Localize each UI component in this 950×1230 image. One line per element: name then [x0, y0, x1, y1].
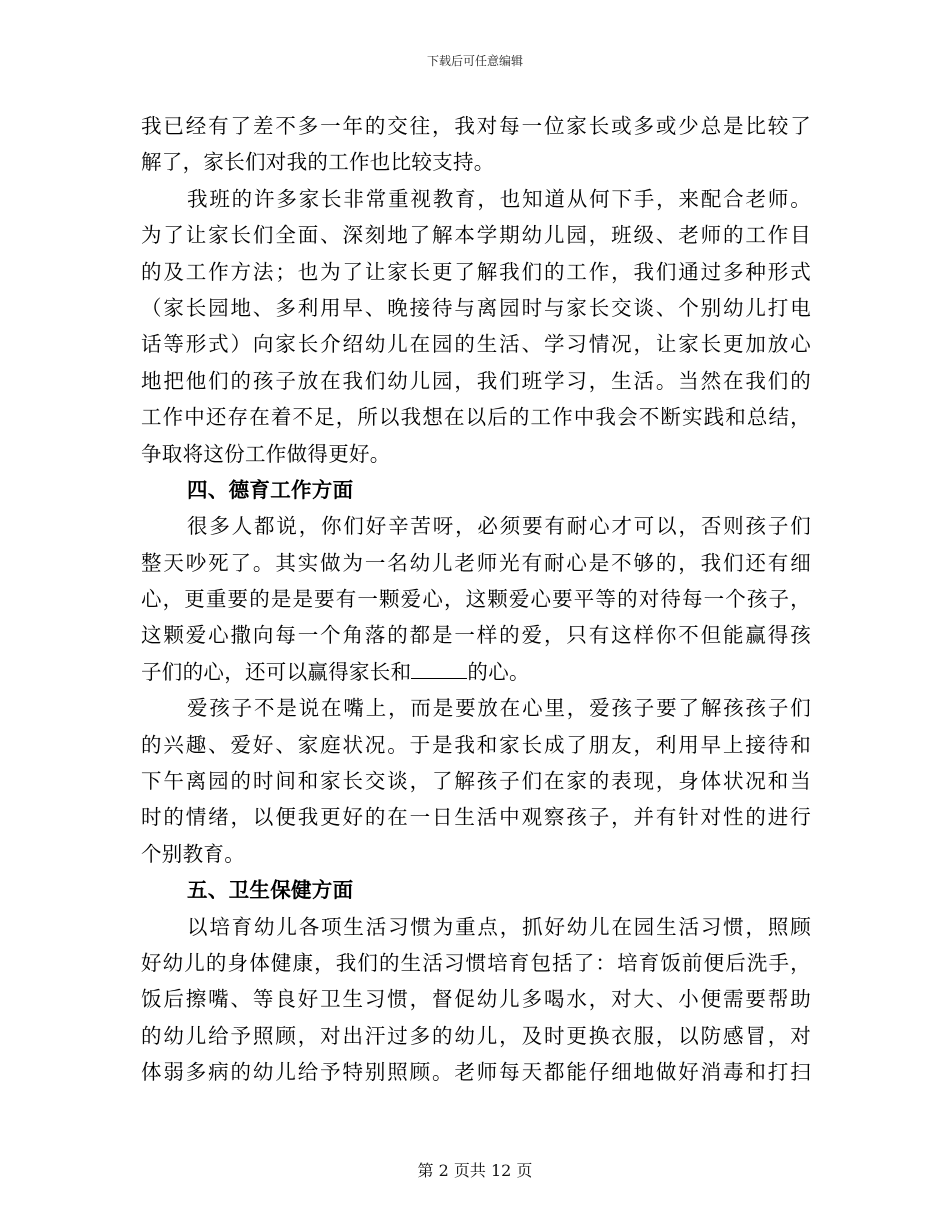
paragraph-line: 工作中还存在着不足，所以我想在以后的工作中我会不断实践和总结， — [141, 405, 811, 430]
paragraph-line: 为了让家长们全面、深刻地了解本学期幼儿园，班级、老师的工作目 — [141, 223, 811, 248]
paragraph-line: 爱孩子不是说在嘴上，而是要放在心里，爱孩子要了解孩孩子们 — [187, 696, 811, 721]
paragraph-line: 下午离园的时间和家长交谈，了解孩子们在家的表现，身体状况和当 — [141, 769, 811, 794]
paragraph-line: 的幼儿给予照顾，对出汗过多的幼儿，及时更换衣服，以防感冒，对 — [141, 1023, 811, 1048]
page-number: 第 2 页共 12 页 — [417, 1161, 533, 1180]
paragraph-line: 的及工作方法；也为了让家长更了解我们的工作，我们通过多种形式 — [141, 259, 811, 284]
paragraph-line: 的兴趣、爱好、家庭状况。于是我和家长成了朋友，利用早上接待和 — [141, 732, 811, 757]
section-heading-health-care: 五、卫生保健方面 — [187, 878, 354, 903]
paragraph-line: （家长园地、多利用早、晚接待与离园时与家长交谈、个别幼儿打电 — [141, 295, 811, 320]
paragraph-line: 我已经有了差不多一年的交往，我对每一位家长或多或少总是比较了 — [141, 114, 811, 138]
paragraph-line: 以培育幼儿各项生活习惯为重点，抓好幼儿在园生活习惯，照顾 — [187, 914, 811, 939]
paragraph-line-with-blank — [141, 654, 811, 690]
paragraph-line: 话等形式）向家长介绍幼儿在园的生活、学习情况，让家长更加放心 — [141, 332, 811, 357]
paragraph-line: 解了，家长们对我的工作也比较支持。 — [141, 150, 495, 175]
paragraph-line: 心，更重要的是是要有一颗爱心，这颗爱心要平等的对待每一个孩子， — [141, 587, 811, 612]
paragraph-line: 饭后擦嘴、等良好卫生习惯，督促幼儿多喝水，对大、小便需要帮助 — [141, 987, 811, 1012]
document-body — [141, 108, 811, 1091]
page-header: 下载后可任意编辑 — [426, 54, 523, 68]
paragraph-line: 我班的许多家长非常重视教育，也知道从何下手，来配合老师。 — [187, 186, 811, 211]
paragraph-line: 整天吵死了。其实做为一名幼儿老师光有耐心是不够的，我们还有细 — [141, 550, 811, 575]
paragraph-line: 地把他们的孩子放在我们幼儿园，我们班学习，生活。当然在我们的 — [141, 368, 811, 393]
section-heading-moral-education: 四、德育工作方面 — [187, 477, 354, 502]
paragraph-line: 很多人都说，你们好辛苦呀，必须要有耐心才可以，否则孩子们 — [187, 514, 811, 539]
paragraph-line: 个别教育。 — [141, 841, 245, 866]
paragraph-line: 争取将这份工作做得更好。 — [141, 441, 391, 466]
fill-in-blank — [411, 656, 467, 679]
paragraph-line: 体弱多病的幼儿给予特别照顾。老师每天都能仔细地做好消毒和打扫 — [141, 1060, 811, 1085]
paragraph-line: 这颗爱心撒向每一个角落的都是一样的爱，只有这样你不但能赢得孩 — [141, 623, 811, 648]
paragraph-line: 时的情绪，以便我更好的在一日生活中观察孩子，并有针对性的进行 — [141, 805, 811, 830]
paragraph-line: 好幼儿的身体健康，我们的生活习惯培育包括了：培育饭前便后洗手， — [141, 950, 811, 975]
text-after-blank: 的心。 — [467, 659, 530, 684]
text-before-blank: 子们的心，还可以赢得家长和 — [141, 659, 412, 684]
